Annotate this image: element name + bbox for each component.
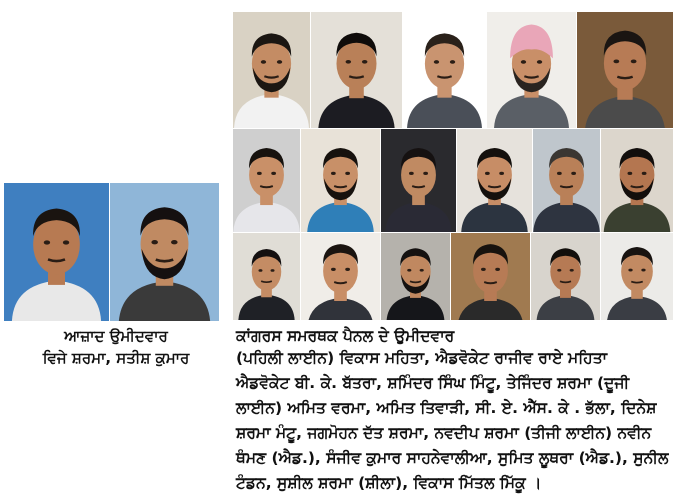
- portrait-illustration: [533, 129, 600, 232]
- portrait-illustration: [233, 12, 310, 128]
- portrait-illustration: [601, 233, 673, 320]
- candidate-photo: [451, 233, 531, 321]
- panel-names-line: ਟੰਡਨ, ਸੁਸ਼ੀਲ ਸ਼ਰਮਾ (ਸ਼ੀਲਾ), ਵਿਕਾਸ ਮਿੱਤਲ ਮਿੱਕੂ ।: [236, 474, 542, 492]
- portrait-illustration: [487, 12, 576, 128]
- candidate-photo: [110, 183, 220, 322]
- candidate-photo: [233, 233, 301, 321]
- candidate-photo: [487, 12, 577, 129]
- portrait-illustration: [311, 12, 402, 128]
- panel-names-line: ਥੰਮਣ (ਐਡ.), ਸੰਜੀਵ ਕੁਮਾਰ ਸਾਹਨੇਵਾਲੀਆ, ਸੁਮਿਤ ਲੂਥਰਾ (ਐਡ.), ਸੁਨੀਲ: [236, 449, 669, 467]
- portrait-illustration: [451, 233, 530, 320]
- panel-names-line: ਲਾਈਨ) ਅਮਿਤ ਵਰਮਾ, ਅਮਿਤ ਤਿਵਾੜੀ, ਸੀ. ਏ. ਐੱਸ. ਕੇ . ਭੱਲਾ, ਦਿਨੇਸ਼: [236, 399, 657, 417]
- candidate-photo: [601, 233, 674, 321]
- candidate-photo: [533, 129, 601, 233]
- portrait-illustration: [233, 129, 300, 232]
- candidate-photo: [403, 12, 487, 129]
- candidate-photo: [4, 183, 110, 322]
- panel-heading: ਕਾਂਗਰਸ ਸਮਰਥਕ ਪੈਨਲ ਦੇ ਉਮੀਦਵਾਰ: [236, 327, 455, 345]
- candidate-photo: [531, 233, 601, 321]
- panel-names-line: (ਪਹਿਲੀ ਲਾਈਨ) ਵਿਕਾਸ ਮਹਿਤਾ, ਐਡਵੋਕੇਟ ਰਾਜੀਵ ਰਾਏ ਮਹਿਤਾ: [236, 349, 608, 367]
- portrait-illustration: [110, 183, 219, 321]
- panel-names-line: ਐਡਵੋਕੇਟ ਬੀ. ਕੇ. ਬੱਤਰਾ, ਸ਼ਮਿੰਦਰ ਸਿੰਘ ਮਿੰਟੂ, ਤੇਜਿੰਦਰ ਸ਼ਰਮਾ (ਦੂਜੀ: [236, 374, 630, 392]
- candidate-photo: [311, 12, 403, 129]
- candidate-photo: [233, 12, 311, 129]
- candidate-photo: [381, 233, 451, 321]
- independent-photo-pair: [4, 183, 220, 322]
- candidate-photo-collage: [233, 12, 674, 321]
- candidate-photo: [457, 129, 533, 233]
- portrait-illustration: [4, 183, 109, 321]
- portrait-illustration: [381, 233, 450, 320]
- portrait-illustration: [301, 233, 380, 320]
- candidate-photo: [577, 12, 674, 129]
- portrait-illustration: [403, 12, 486, 128]
- panel-names-line: ਸ਼ਰਮਾ ਮੰਟੂ, ਜਗਮੋਹਨ ਦੱਤ ਸ਼ਰਮਾ, ਨਵਦੀਪ ਸ਼ਰਮਾ (ਤੀਜੀ ਲਾਈਨ) ਨਵੀਨ: [236, 424, 652, 442]
- portrait-illustration: [457, 129, 532, 232]
- portrait-illustration: [233, 233, 300, 320]
- portrait-illustration: [301, 129, 380, 232]
- portrait-illustration: [577, 12, 673, 128]
- portrait-illustration: [381, 129, 456, 232]
- candidate-photo: [301, 129, 381, 233]
- independent-names: ਵਿਜੇ ਸ਼ਰਮਾ, ਸਤੀਸ਼ ਕੁਮਾਰ: [42, 349, 190, 367]
- independent-heading: ਆਜ਼ਾਦ ਉਮੀਦਵਾਰ: [64, 327, 168, 345]
- portrait-illustration: [601, 129, 673, 232]
- candidate-photo: [301, 233, 381, 321]
- candidate-photo: [601, 129, 674, 233]
- portrait-illustration: [531, 233, 600, 320]
- candidate-photo: [233, 129, 301, 233]
- candidate-photo: [381, 129, 457, 233]
